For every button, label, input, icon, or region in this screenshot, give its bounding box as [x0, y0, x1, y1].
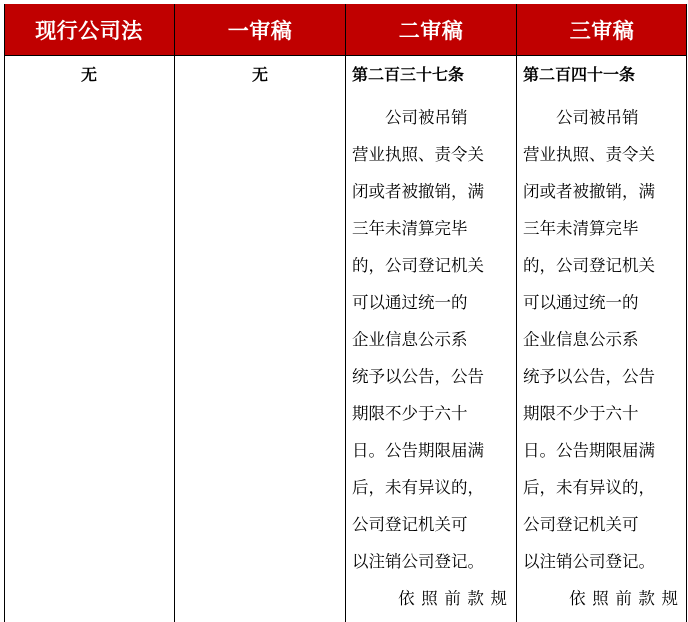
header-third-draft: 三审稿: [569, 17, 635, 43]
text-line: 日。公告期限届满: [523, 441, 655, 460]
text-line: 期限不少于六十: [523, 404, 639, 423]
text-line: 日。公告期限届满: [352, 441, 484, 460]
text-line: 公司被吊销: [352, 108, 468, 127]
text-line: 三年未清算完毕: [523, 219, 639, 238]
header-first-draft: 一审稿: [227, 17, 293, 43]
cell-second-draft: [346, 55, 516, 622]
second-draft-article-title: 第二百三十七条: [352, 65, 465, 84]
cell-first-draft: [175, 55, 345, 622]
text-line: 后，未有异议的，: [352, 478, 484, 497]
header-second-draft: 二审稿: [398, 17, 464, 43]
text-line: 企业信息公示系: [352, 330, 468, 349]
text-line: 营业执照、责令关: [523, 145, 655, 164]
text-line: 公司登记机关可: [352, 515, 468, 534]
second-draft-body: [352, 99, 507, 617]
text-line: 可以通过统一的: [523, 293, 639, 312]
text-line: 公司被吊销: [523, 108, 639, 127]
first-draft-text: 无: [252, 65, 269, 84]
text-line: 三年未清算完毕: [352, 219, 468, 238]
text-line: 后，未有异议的，: [523, 478, 655, 497]
text-line: 公司登记机关可: [523, 515, 639, 534]
cell-third-draft: [517, 55, 687, 622]
current-law-text: 无: [81, 65, 98, 84]
text-line: 统予以公告，公告: [352, 367, 484, 386]
text-line: 企业信息公示系: [523, 330, 639, 349]
third-draft-body: [523, 99, 678, 617]
header-current-law: 现行公司法: [35, 17, 143, 43]
text-line: 闭或者被撤销，满: [352, 182, 484, 201]
text-line: 以注销公司登记。: [523, 552, 655, 571]
third-draft-article-title: 第二百四十一条: [523, 65, 636, 84]
cell-current-law: [4, 55, 174, 622]
text-line: 的，公司登记机关: [523, 256, 655, 275]
text-line: 闭或者被撤销，满: [523, 182, 655, 201]
text-line: 以注销公司登记。: [352, 552, 484, 571]
text-line: 依照前款规: [523, 589, 678, 608]
text-line: 营业执照、责令关: [352, 145, 484, 164]
text-line: 的，公司登记机关: [352, 256, 484, 275]
text-line: 可以通过统一的: [352, 293, 468, 312]
text-line: 统予以公告，公告: [523, 367, 655, 386]
comparison-table: [4, 4, 687, 622]
text-line: 依照前款规: [352, 589, 507, 608]
text-line: 期限不少于六十: [352, 404, 468, 423]
